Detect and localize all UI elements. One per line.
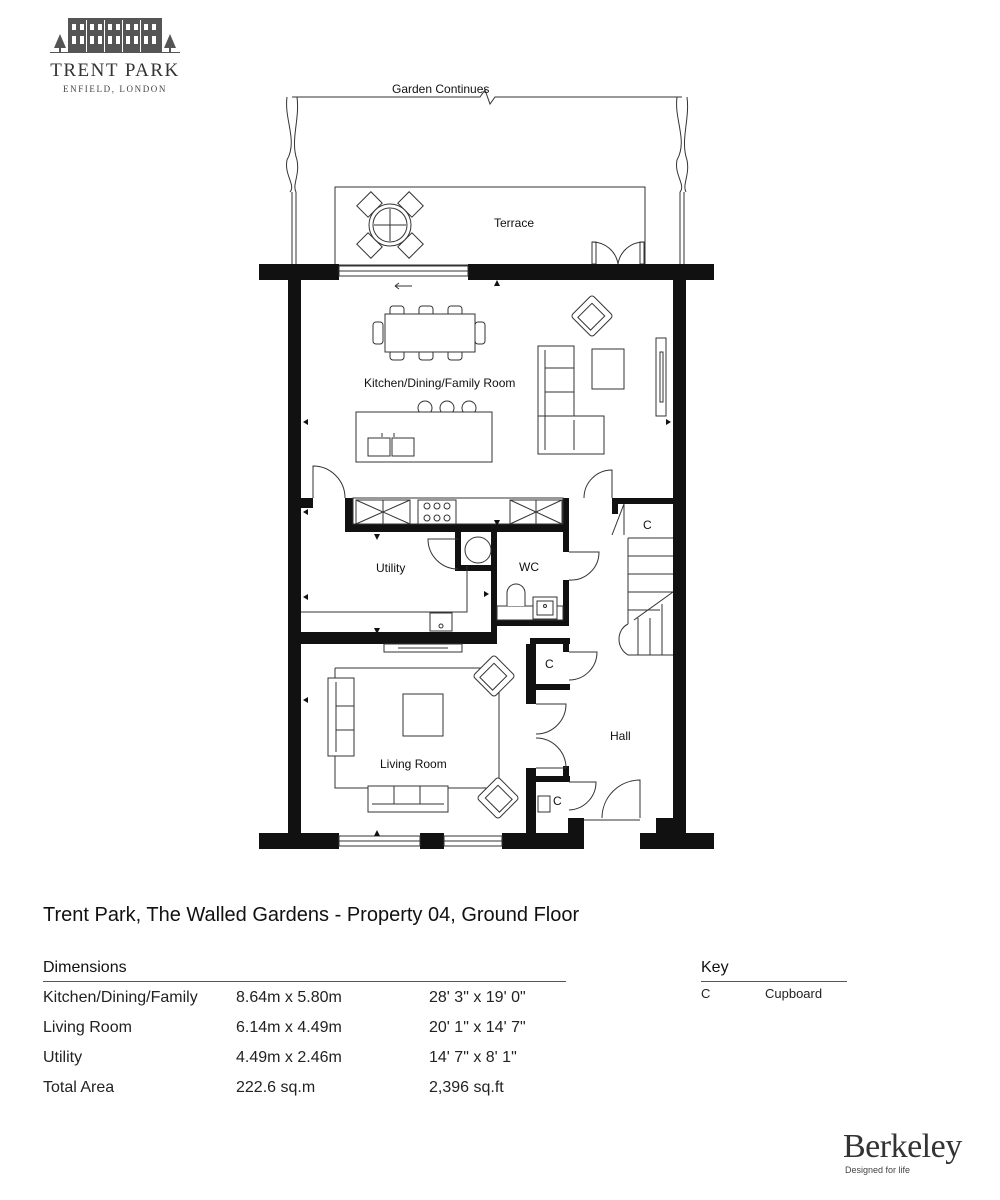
page-title: Trent Park, The Walled Gardens - Property 04, Ground Floor [43,904,580,926]
coffee-table-icon [592,349,624,389]
kitchen-island-icon [356,401,492,462]
dimensions-divider [43,981,566,982]
living-coffee-table-icon [403,694,443,736]
cupboard-label-stairs: C [643,518,652,532]
imperial-size: 14' 7" x 8' 1" [429,1049,517,1066]
room-name: Utility [43,1049,83,1066]
dimension-row [43,1049,603,1073]
terrace-table-icon [338,173,443,278]
metric-size: 6.14m x 4.49m [236,1019,342,1036]
utility-counter-icon [301,537,491,631]
garden-label: Garden Continues [392,82,490,96]
wc-fixtures-icon [497,584,563,620]
metric-size: 8.64m x 5.80m [236,989,342,1006]
brand-name: Berkeley [843,1128,962,1165]
dimension-row [43,1079,603,1103]
imperial-size: 20' 1" x 14' 7" [429,1019,526,1036]
room-name: Kitchen/Dining/Family [43,989,198,1006]
living-armchair-top-icon [473,655,515,697]
metric-size: 4.49m x 2.46m [236,1049,342,1066]
key-heading: Key [701,959,729,976]
slide-arrow-icon [395,283,412,289]
cupboard-label-entrance: C [553,794,562,808]
living-sofa-left-icon [328,678,354,756]
key-code: C [701,986,711,1001]
imperial-size: 28' 3" x 19' 0" [429,989,526,1006]
garden-boundary [287,90,688,264]
wc-label: WC [519,560,539,574]
room-name: Living Room [43,1019,132,1036]
triangle-marker-icon [494,280,500,286]
armchair-icon [571,295,613,337]
metric-size: 222.6 sq.m [236,1079,316,1096]
tv-unit-icon [656,338,666,416]
dimensions-heading: Dimensions [43,959,127,976]
triangle-markers [303,419,671,836]
dimension-row [43,989,603,1013]
dining-table-icon [373,306,485,360]
living-sofa-bottom-icon [368,786,448,812]
kitchen-label: Kitchen/Dining/Family Room [364,376,516,390]
logo-name: TRENT PARK [50,60,180,81]
staircase-icon [619,538,673,655]
logo-location: ENFIELD, LONDON [63,84,167,94]
imperial-size: 2,396 sq.ft [429,1079,504,1096]
utility-label: Utility [376,561,406,575]
key-meaning: Cupboard [765,986,823,1001]
key-divider [701,981,847,982]
living-armchair-bottom-icon [477,777,519,819]
terrace-label: Terrace [494,216,535,230]
cupboard-label-hall: C [545,657,554,671]
hall-cupboard-box [538,796,550,812]
dimension-row [43,1019,603,1043]
berkeley-logo [843,1128,963,1178]
room-name: Total Area [43,1079,115,1096]
terrace-french-doors [592,242,644,264]
brand-tagline: Designed for life [845,1165,911,1175]
kitchen-counter-icon [353,498,563,524]
living-room-label: Living Room [380,757,447,771]
hall-label: Hall [610,729,631,743]
